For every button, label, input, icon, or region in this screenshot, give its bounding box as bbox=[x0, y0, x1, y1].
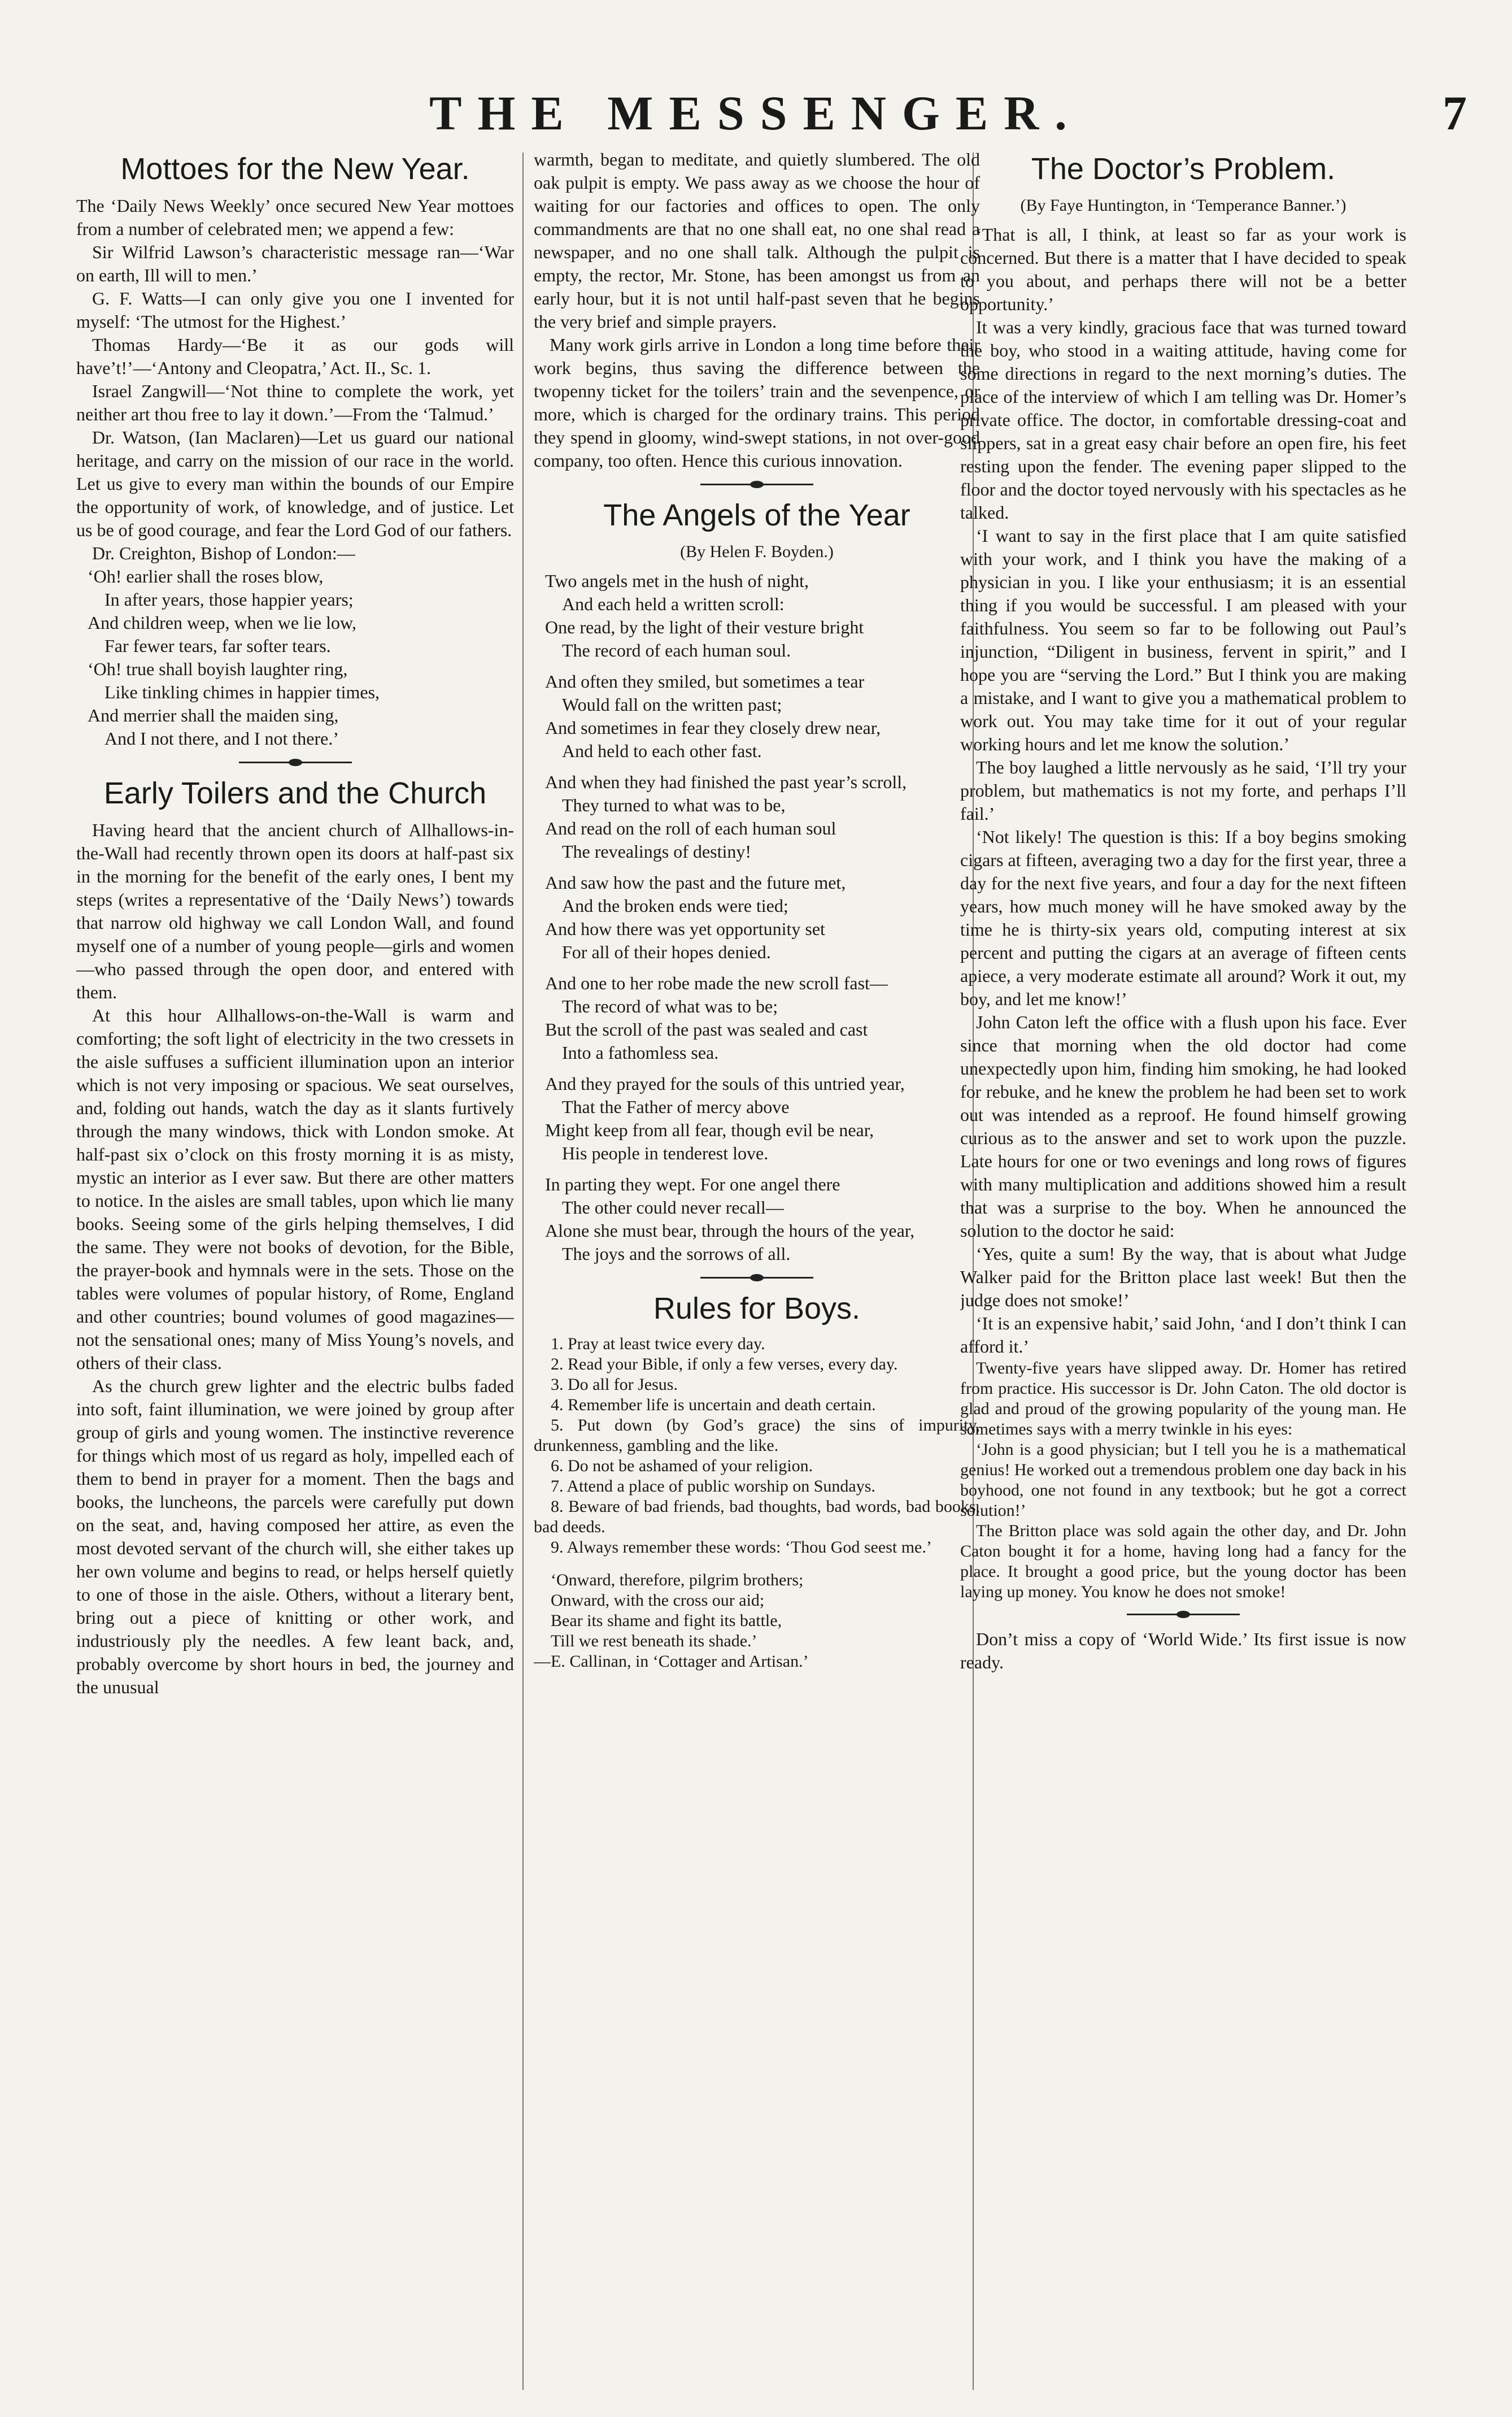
poem-stanza bbox=[534, 1072, 980, 1165]
doctor-small-section bbox=[960, 1358, 1406, 1602]
section-separator bbox=[700, 484, 813, 485]
mottoes-paragraph: Sir Wilfrid Lawson’s characteristic message ran—‘War on earth, Ill will to men.’ bbox=[76, 242, 514, 286]
column-1 bbox=[76, 148, 514, 2402]
verse-line: And one to her robe made the new scroll fast— bbox=[545, 973, 888, 994]
toilers-heading: Early Toilers and the Church bbox=[103, 776, 487, 811]
rule-item: 4. Remember life is uncertain and death certain. bbox=[551, 1396, 876, 1415]
newspaper-title: THE MESSENGER. bbox=[429, 86, 1083, 140]
doctor-paragraph: ‘It is an expensive habit,’ said John, ‘and I don’t think I can afford it.’ bbox=[960, 1313, 1406, 1357]
verse-line: And each held a written scroll: bbox=[562, 594, 785, 615]
verse-line: And read on the roll of each human soul bbox=[545, 818, 836, 839]
doctor-small-paragraph: Twenty-five years have slipped away. Dr. Homer has retired from practice. His successor is Dr. John Caton. The old doctor is glad and proud of the growing popularity of the young man. He sometimes says with a merry twinkle in his eyes: bbox=[960, 1359, 1406, 1439]
creighton-verse bbox=[76, 565, 514, 750]
rule-item: 1. Pray at least twice every day. bbox=[551, 1334, 765, 1354]
mottoes-paragraph: Thomas Hardy—‘Be it as our gods will have’t!’—‘Antony and Cleopatra,’ Act. II., Sc. 1. bbox=[76, 334, 514, 379]
rules-heading: Rules for Boys. bbox=[653, 1292, 861, 1326]
verse-line: And often they smiled, but sometimes a tear bbox=[545, 671, 865, 692]
doctor-paragraph: It was a very kindly, gracious face that was turned toward the boy, who stood in a waiting attitude, having come for some directions in regard to the next morning’s duties. The place of the interview of which I am telling was Dr. Homer’s private office. The doctor, in comfortable dressing-coat and slippers, sat in a great easy chair before an open fire, his feet resting upon the fender. The evening paper slipped to the floor and the doctor toyed nervously with his spectacles as he talked. bbox=[960, 317, 1406, 523]
poem-stanza bbox=[534, 570, 980, 662]
doctor-heading: The Doctor’s Problem. bbox=[1031, 152, 1336, 186]
verse-line: And when they had finished the past year’s scroll, bbox=[545, 772, 907, 793]
poem-stanza bbox=[534, 871, 980, 964]
mottoes-paragraph: Dr. Watson, (Ian Maclaren)—Let us guard our national heritage, and carry on the mission of our race in the world. Let us give to every man within the bounds of our Empire the opportunity of work, of knowledge, and of justice. Let us be of good courage, and fear the Lord God of our fathers. bbox=[76, 427, 514, 541]
rule-item: 7. Attend a place of public worship on Sundays. bbox=[551, 1477, 875, 1496]
verse-line: Like tinkling chimes in happier times, bbox=[104, 682, 380, 703]
toilers-paragraph: warmth, began to meditate, and quietly slumbered. The old oak pulpit is empty. We pass away as we choose the hour of waiting for our factories and offices to open. The only commandments are that no one shall eat, no one shal read a newspaper, and no one shall talk. Although the pulpit is empty, the rector, Mr. Stone, has been amongst us from an early hour, but it is not until half-past seven that he begins the very brief and simple prayers. bbox=[534, 149, 980, 332]
verse-line: Onward, with the cross our aid; bbox=[551, 1591, 765, 1610]
verse-line: That the Father of mercy above bbox=[562, 1097, 790, 1118]
verse-line: One read, by the light of their vesture bright bbox=[545, 617, 864, 638]
poem-stanza bbox=[534, 1173, 980, 1266]
rule-item: 9. Always remember these words: ‘Thou God seest me.’ bbox=[551, 1538, 932, 1557]
verse-line: Two angels met in the hush of night, bbox=[545, 571, 809, 592]
verse-line: Alone she must bear, through the hours of the year, bbox=[545, 1220, 915, 1241]
column-3 bbox=[960, 148, 1406, 2402]
verse-line: And how there was yet opportunity set bbox=[545, 919, 825, 940]
rule-item: 8. Beware of bad friends, bad thoughts, bad words, bad books, bad deeds. bbox=[534, 1497, 980, 1537]
verse-line: In after years, those happier years; bbox=[104, 589, 354, 610]
angels-byline: (By Helen F. Boyden.) bbox=[680, 542, 834, 562]
rules-verse bbox=[534, 1570, 980, 1651]
rule-item: 2. Read your Bible, if only a few verses, every day. bbox=[551, 1355, 898, 1374]
verse-line: For all of their hopes denied. bbox=[562, 942, 771, 963]
doctor-paragraph: John Caton left the office with a flush upon his face. Ever since that morning when the old doctor had come unexpectedly upon him, finding him smoking, he had looked for rebuke, and he knew the problem he had been set to work out was intended as a reproof. He found himself growing curious as to the answer and set to work upon the puzzle. Late hours for one or two evenings and long rows of figures with many multiplication and additions showed him a result that was a surprise to the boy. When he announced the solution to the doctor he said: bbox=[960, 1012, 1406, 1241]
verse-line: Into a fathomless sea. bbox=[562, 1042, 719, 1063]
column-2 bbox=[534, 148, 980, 2402]
toilers-paragraph: At this hour Allhallows-on-the-Wall is warm and comforting; the soft light of electricity in the two cressets in the aisle suffuses a sufficient illumination upon an interior which is not very imposing or spacious. We seat ourselves, and, folding out hands, watch the day as it slants furtively through the many windows, thick with London smoke. At half-past six o’clock on this frosty morning it is as misty, mystic an interior as I ever saw. But there are other matters to notice. In the aisles are small tables, upon which lie many books. Seeing some of the girls helping themselves, I did the same. They were not books of devotion, for the Bible, the prayer-book and hymnals were in the sets. Those on the tables were volumes of popular history, of Rome, England and other countries; bound volumes of good magazines—not the sensational ones; many of Miss Young’s novels, and others of their class. bbox=[76, 1005, 514, 1373]
toilers-paragraph: Many work girls arrive in London a long time before their work begins, thus saving the difference between the twopenny ticket for the toilers’ train and the sevenpence, or more, which is charged for the ordinary trains. This period they spend in gloomy, wind-swept stations, in not over-good company, too often. Hence this curious innovation. bbox=[534, 334, 980, 471]
doctor-paragraph: ‘Not likely! The question is this: If a boy begins smoking cigars at fifteen, averaging two a day for the first year, three a day for the next five years, and four a day for the next fifteen years, how much money will he have smoked away by the time he is thirty-six years old, computing interest at six percent and putting the cigars at an average of fifteen cents apiece, a very moderate estimate all around? Work it out, my boy, and let me know!’ bbox=[960, 827, 1406, 1010]
mottoes-paragraph: Israel Zangwill—‘Not thine to complete the work, yet neither art thou free to lay it down.’—From the ‘Talmud.’ bbox=[76, 381, 514, 425]
section-separator bbox=[1127, 1614, 1240, 1615]
verse-line: Far fewer tears, far softer tears. bbox=[104, 636, 331, 657]
doctor-paragraph: The boy laughed a little nervously as he said, ‘I’ll try your problem, but mathematics is not my forte, and perhaps I’ll fail.’ bbox=[960, 757, 1406, 824]
verse-line: ‘Onward, therefore, pilgrim brothers; bbox=[551, 1571, 804, 1590]
verse-line: And held to each other fast. bbox=[562, 741, 762, 762]
doctor-byline: (By Faye Huntington, in ‘Temperance Banner.’) bbox=[1020, 196, 1347, 215]
verse-line: They turned to what was to be, bbox=[562, 795, 786, 816]
toilers-paragraph: Having heard that the ancient church of Allhallows-in-the-Wall had recently thrown open its doors at half-past six in the morning for the benefit of the early ones, I bent my steps (writes a representative of the ‘Daily News’) towards that narrow old highway we call London Wall, and found myself one of a number of young people—girls and women—who passed through the open door, and entered with them. bbox=[76, 820, 514, 1003]
verse-line: Bear its shame and fight its battle, bbox=[551, 1611, 782, 1631]
doctor-paragraph: ‘I want to say in the first place that I am quite satisfied with your work, and I think you have the making of a physician in you. I like your enthusiasm; it is an essential thing if you would be successful. I am pleased with your faithfulness. You seem so far to be following out Paul’s injunction, “Diligent in business, fervent in spirit,” and I hope you are “serving the Lord.” But I think you are making a mistake, and I want to give you a mathematical problem to work out. You may take time for it out of your regular working hours and let me know the solution.’ bbox=[960, 525, 1406, 755]
poem-stanza bbox=[534, 771, 980, 863]
angels-poem bbox=[534, 570, 980, 1266]
verse-line: And I not there, and I not there.’ bbox=[104, 728, 339, 749]
angels-heading: The Angels of the Year bbox=[603, 498, 910, 532]
mottoes-paragraph: The ‘Daily News Weekly’ once secured New Year mottoes from a number of celebrated men; we append a few: bbox=[76, 195, 514, 240]
verse-line: ‘Oh! true shall boyish laughter ring, bbox=[88, 659, 348, 680]
verse-line: In parting they wept. For one angel there bbox=[545, 1174, 840, 1195]
verse-line: And sometimes in fear they closely drew near, bbox=[545, 718, 881, 738]
mottoes-heading: Mottoes for the New Year. bbox=[120, 152, 470, 186]
toilers-paragraph: As the church grew lighter and the electric bulbs faded into soft, faint illumination, we were joined by group after group of girls and young women. The instinctive reverence for things which most of us regard as holy, impelled each of them to bend in prayer for a moment. Then the bags and books, the luncheons, the parcels were carefully put down on the seat, and, having composed her attire, as even the most devoted servant of the church will, she either takes up her own volume and begins to read, or helps herself quietly to one of those in the aisle. Others, without a literary bent, bring out a piece of knitting or other work, and industriously ply the needles. A few leant back, and, probably overcome by short hours in bed, the journey and the unusual bbox=[76, 1376, 514, 1698]
rules-credit: —E. Callinan, in ‘Cottager and Artisan.’ bbox=[534, 1652, 809, 1671]
verse-line: And merrier shall the maiden sing, bbox=[88, 705, 339, 726]
rule-item: 3. Do all for Jesus. bbox=[551, 1375, 678, 1394]
verse-line: The record of what was to be; bbox=[562, 996, 778, 1017]
section-separator bbox=[239, 762, 352, 763]
verse-line: And they prayed for the souls of this untried year, bbox=[545, 1073, 905, 1094]
verse-line: Might keep from all fear, though evil be near, bbox=[545, 1120, 874, 1141]
verse-line: Would fall on the written past; bbox=[562, 694, 782, 715]
world-wide-notice: Don’t miss a copy of ‘World Wide.’ Its first issue is now ready. bbox=[960, 1629, 1406, 1673]
verse-line: The revealings of destiny! bbox=[562, 841, 751, 862]
rules-list bbox=[534, 1334, 980, 1558]
verse-line: And the broken ends were tied; bbox=[562, 895, 788, 916]
mottoes-paragraph: Dr. Creighton, Bishop of London:— bbox=[92, 543, 355, 564]
verse-line: His people in tenderest love. bbox=[562, 1143, 769, 1164]
verse-line: The other could never recall— bbox=[562, 1197, 784, 1218]
rule-item: 5. Put down (by God’s grace) the sins of impurity, drunkenness, gambling and the like. bbox=[534, 1416, 980, 1455]
verse-line: And children weep, when we lie low, bbox=[88, 612, 356, 633]
rule-item: 6. Do not be ashamed of your religion. bbox=[551, 1457, 813, 1476]
poem-stanza bbox=[534, 670, 980, 763]
doctor-paragraph: ‘That is all, I think, at least so far as your work is concerned. But there is a matter that I have decided to speak to you about, and perhaps there will not be a better opportunity.’ bbox=[960, 224, 1406, 315]
verse-line: But the scroll of the past was sealed and cast bbox=[545, 1019, 868, 1040]
verse-line: The joys and the sorrows of all. bbox=[562, 1244, 791, 1264]
verse-line: And saw how the past and the future met, bbox=[545, 872, 846, 893]
column-rule bbox=[522, 153, 524, 2390]
section-separator bbox=[700, 1277, 813, 1279]
page-number: 7 bbox=[1443, 86, 1467, 140]
verse-line: Till we rest beneath its shade.’ bbox=[551, 1632, 757, 1651]
doctor-paragraph: ‘Yes, quite a sum! By the way, that is about what Judge Walker paid for the Britton place last week! But then the judge does not smoke!’ bbox=[960, 1244, 1406, 1311]
doctor-small-paragraph: ‘John is a good physician; but I tell you he is a mathematical genius! He worked out a tremendous problem one day back in his boyhood, one not found in any textbook; but he got a correct solution!’ bbox=[960, 1440, 1406, 1520]
verse-line: ‘Oh! earlier shall the roses blow, bbox=[88, 566, 324, 587]
masthead bbox=[0, 85, 1512, 141]
mottoes-paragraph: G. F. Watts—I can only give you one I invented for myself: ‘The utmost for the Highest.’ bbox=[76, 288, 514, 332]
verse-line: The record of each human soul. bbox=[562, 640, 791, 661]
doctor-small-paragraph: The Britton place was sold again the other day, and Dr. John Caton bought it for a home, having long had a fancy for the place. It brought a good price, but the young doctor has been laying up money. You know he does not smoke! bbox=[960, 1522, 1406, 1602]
poem-stanza bbox=[534, 972, 980, 1064]
